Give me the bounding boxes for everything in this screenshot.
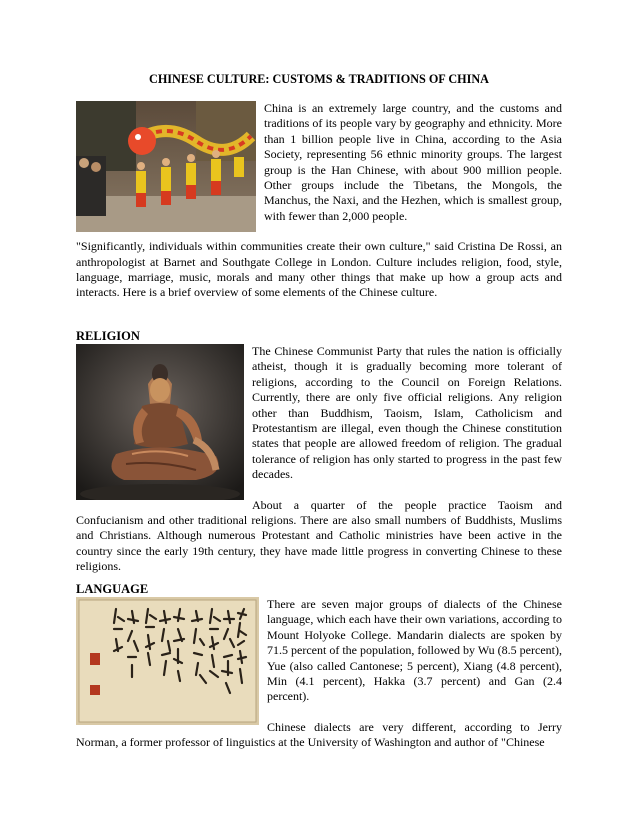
language-paragraph-2: Chinese dialects are very different, according to Jerry Norman, a former professor of linguistics at the University of Washington and author of "Chinese [76,719,562,750]
religion-heading: RELIGION [76,329,140,343]
religion-paragraph-2: About a quarter of the people practice Taoism and Confucianism and other traditional religions. There are also small numbers of Buddhists, Muslims and Christians. Although numerous Protestant and Catholic ministries have been active in the country since the early 19th century, they have made little progress in converting Chinese to these religions. [76,497,562,574]
language-section [76,597,562,751]
religion-section [76,344,562,575]
dragon-dance-photo [76,101,256,232]
language-heading: LANGUAGE [76,582,149,596]
buddha-statue-photo [76,344,244,500]
religion-paragraph-1: The Chinese Communist Party that rules the nation is officially atheist, though it is gradually becoming more tolerant of religions, according to the Council on Foreign Relations. Currently, there are only five official religions. Any religion other than Buddhism, Taoism, Islam, Catholicism and Protestantism are illegal, even though the Chinese constitution states that people are allowed freedom of religion. The gradual tolerance of religion has only started to progress in the past few decades. [252,344,562,482]
calligraphy-scroll-photo [76,597,259,725]
page-title: CHINESE CULTURE: CUSTOMS & TRADITIONS OF CHINA [149,72,489,86]
intro-section [76,101,562,301]
intro-paragraph-1: China is an extremely large country, and the customs and traditions of its people vary by geography and ethnicity. More than 1 billion people live in China, according to the Asia Society, representing 56 ethnic minority groups. The largest group is the Han Chinese, with about 900 million people. Other groups include the Tibetans, the Mongols, the Manchus, the Naxi, and the Hezhen, which is smallest group, with fewer than 2,000 people. [264,101,562,223]
intro-paragraph-2: "Significantly, individuals within communities create their own culture," said Cristina De Rossi, an anthropologist at Barnet and Southgate College in London. Culture includes religion, food, style, language, marriage, music, morals and many other things that make up how a group acts and interacts. Here is a brief overview of some elements of the Chinese culture. [76,239,562,300]
language-paragraph-1: There are seven major groups of dialects of the Chinese language, which each have their own variations, according to Mount Holyoke College. Mandarin dialects are spoken by 71.5 percent of the population, followed by Wu (8.5 percent), Yue (also called Cantonese; 5 percent), Xiang (4.8 percent), Min (4.1 percent), Hakka (3.7 percent) and Gan (2.4 percent). [267,597,562,704]
